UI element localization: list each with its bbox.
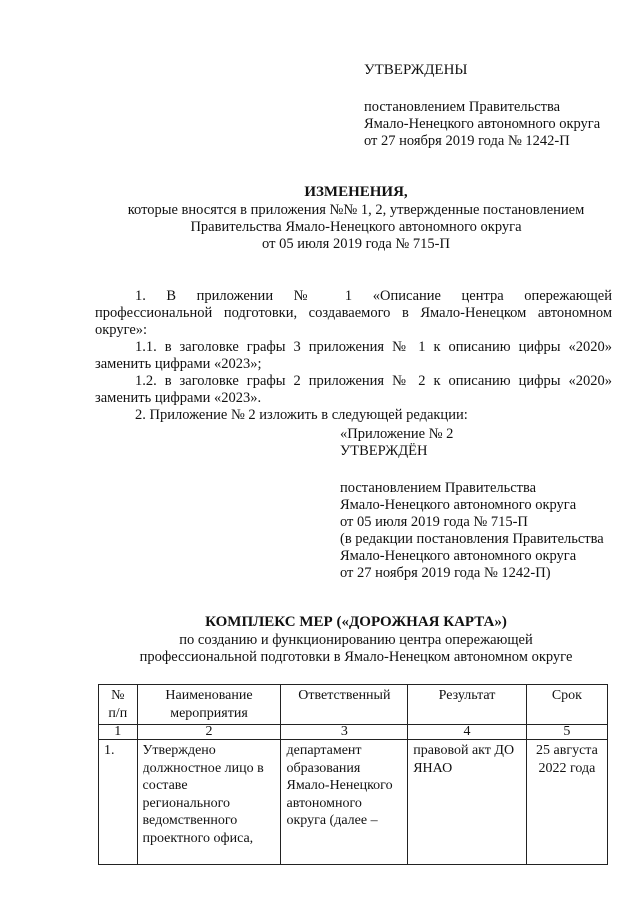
row-name-cell <box>137 740 281 865</box>
appendix-line-3: постановлением Правительства <box>340 480 537 496</box>
approval-line-1: постановлением Правительства <box>364 99 561 115</box>
approved-label: УТВЕРЖДЕНЫ <box>364 62 468 78</box>
column-number-row <box>99 725 608 740</box>
header-responsible: Ответственный <box>281 685 408 725</box>
column-number: 1 <box>99 725 138 740</box>
appendix-line-1: «Приложение № 2 <box>340 426 454 442</box>
paragraph-1-1-line-2: заменить цифрами «2023»; <box>95 356 262 372</box>
table-row <box>99 740 608 865</box>
row-name: Утверждено должностное лицо в составе регионального ведомственного проектного офиса, <box>142 743 264 846</box>
paragraph-1-line-3: округе»: <box>95 322 148 338</box>
header-term: Срок <box>526 685 607 725</box>
appendix-line-7: Ямало-Ненецкого автономного округа <box>340 548 577 564</box>
header-number: № п/п <box>99 685 138 725</box>
paragraph-1-2-line-2: заменить цифрами «2023». <box>95 390 262 406</box>
appendix-line-4: Ямало-Ненецкого автономного округа <box>340 497 577 513</box>
paragraph-1-2-line-1: 1.2. в заголовке графы 2 приложения № 2 к описанию цифры «2020» <box>135 373 612 389</box>
header-result: Результат <box>408 685 527 725</box>
row-responsible: департамент образования Ямало-Ненецкого автономного округа (далее – <box>286 743 393 828</box>
row-responsible-cell <box>281 740 408 865</box>
appendix-approved: УТВЕРЖДЁН <box>340 443 428 459</box>
column-number: 2 <box>137 725 281 740</box>
paragraph-1-1-line-1: 1.1. в заголовке графы 3 приложения № 1 к описанию цифры «2020» <box>135 339 612 355</box>
title-line-3: от 05 июля 2019 года № 715-П <box>262 236 450 252</box>
roadmap-title: КОМПЛЕКС МЕР («ДОРОЖНАЯ КАРТА») <box>205 614 507 630</box>
appendix-line-6: (в редакции постановления Правительства <box>340 531 604 547</box>
row-term: 25 августа 2022 года <box>526 740 607 865</box>
roadmap-line-2: профессиональной подготовки в Ямало-Ненецком автономном округе <box>139 649 573 665</box>
roadmap-table <box>98 684 608 865</box>
document-title: ИЗМЕНЕНИЯ, <box>304 184 408 200</box>
paragraph-1-line-2: профессиональной подготовки, создаваемого в Ямало-Ненецком автономном <box>95 305 612 321</box>
paragraph-2: 2. Приложение № 2 изложить в следующей редакции: <box>135 407 468 423</box>
column-number: 4 <box>408 725 527 740</box>
table-header-row <box>99 685 608 725</box>
header-name: Наименование мероприятия <box>137 685 281 725</box>
appendix-line-8: от 27 ноября 2019 года № 1242-П) <box>340 565 551 581</box>
title-line-2: Правительства Ямало-Ненецкого автономного округа <box>190 219 522 235</box>
column-number: 3 <box>281 725 408 740</box>
approval-line-2: Ямало-Ненецкого автономного округа <box>364 116 601 132</box>
approval-line-3: от 27 ноября 2019 года № 1242-П <box>364 133 570 149</box>
row-number: 1. <box>99 740 138 865</box>
title-line-1: которые вносятся в приложения №№ 1, 2, утвержденные постановлением <box>127 202 585 218</box>
column-number: 5 <box>526 725 607 740</box>
row-result: правовой акт ДО ЯНАО <box>408 740 527 865</box>
roadmap-line-1: по созданию и функционированию центра опережающей <box>179 632 533 648</box>
appendix-line-5: от 05 июля 2019 года № 715-П <box>340 514 528 530</box>
paragraph-1-line-1: 1. В приложении № 1 «Описание центра опережающей <box>135 288 612 304</box>
